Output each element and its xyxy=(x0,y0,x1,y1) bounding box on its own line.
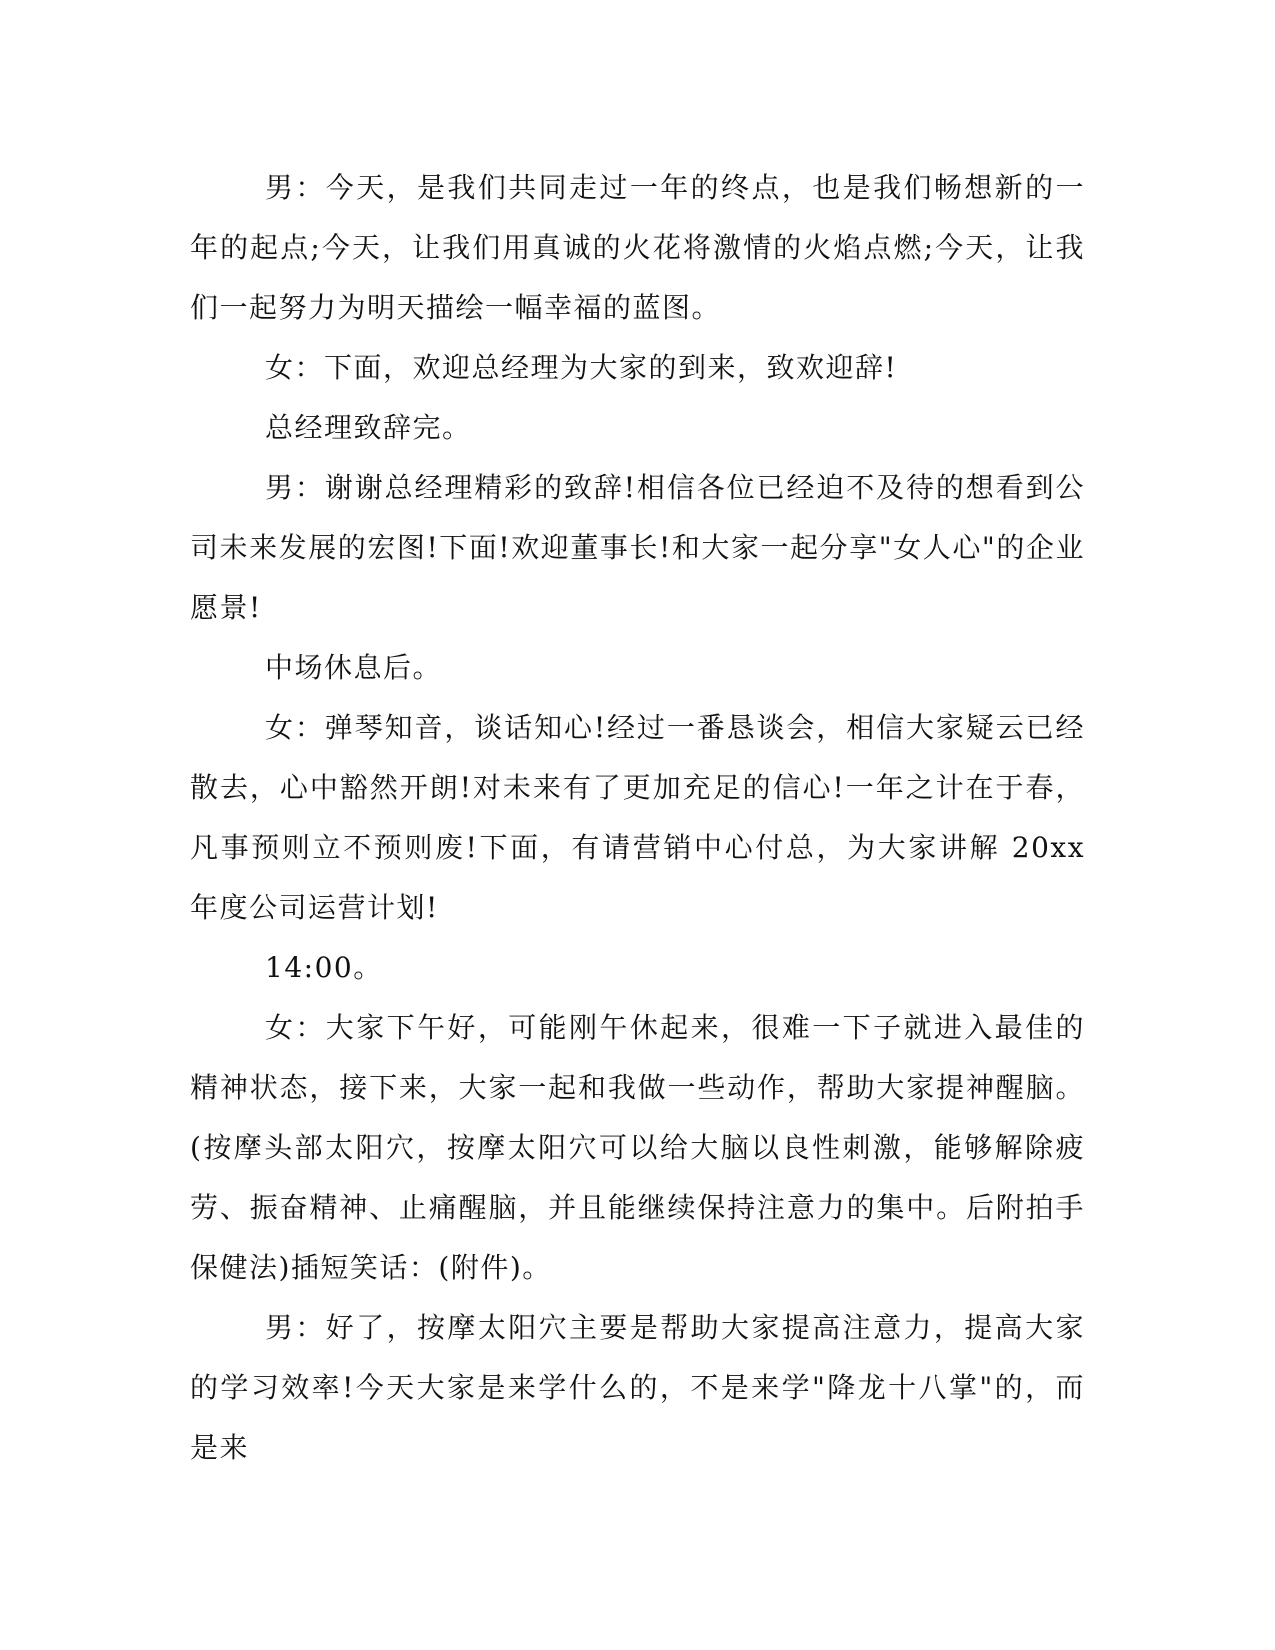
paragraph-time: 14:00。 xyxy=(265,951,383,984)
paragraph-intermission: 中场休息后。 xyxy=(265,651,443,684)
paragraph-male-thanks: 男：谢谢总经理精彩的致辞!相信各位已经迫不及待的想看到公司未来发展的宏图!下面!欢迎董事长!和大家一起分享"女人心"的企业愿景! xyxy=(190,471,1085,624)
paragraph-female-welcome: 女：下面，欢迎总经理为大家的到来，致欢迎辞! xyxy=(265,351,898,384)
paragraph-male-opening: 男：今天，是我们共同走过一年的终点，也是我们畅想新的一年的起点;今天，让我们用真诚的火花将激情的火焰点燃;今天，让我们一起努力为明天描绘一幅幸福的蓝图。 xyxy=(190,171,1085,324)
paragraph-female-plan: 女：弹琴知音，谈话知心!经过一番恳谈会，相信大家疑云已经散去，心中豁然开朗!对未来有了更加充足的信心!一年之计在于春，凡事预则立不预则废!下面，有请营销中心付总，为大家讲解 20xx 年度公司运营计划! xyxy=(190,711,1085,924)
paragraph-male-attention: 男：好了，按摩太阳穴主要是帮助大家提高注意力，提高大家的学习效率!今天大家是来学什么的，不是来学"降龙十八掌"的，而是来 xyxy=(190,1311,1085,1464)
document-body xyxy=(190,158,1085,1478)
paragraph-female-afternoon: 女：大家下午好，可能刚午休起来，很难一下子就进入最佳的精神状态，接下来，大家一起和我做一些动作，帮助大家提神醒脑。(按摩头部太阳穴，按摩太阳穴可以给大脑以良性刺激，能够解除疲劳、振奋精神、止痛醒脑，并且能继续保持注意力的集中。后附拍手保健法)插短笑话：(附件)。 xyxy=(190,1011,1085,1284)
paragraph-gm-speech-done: 总经理致辞完。 xyxy=(265,411,472,444)
